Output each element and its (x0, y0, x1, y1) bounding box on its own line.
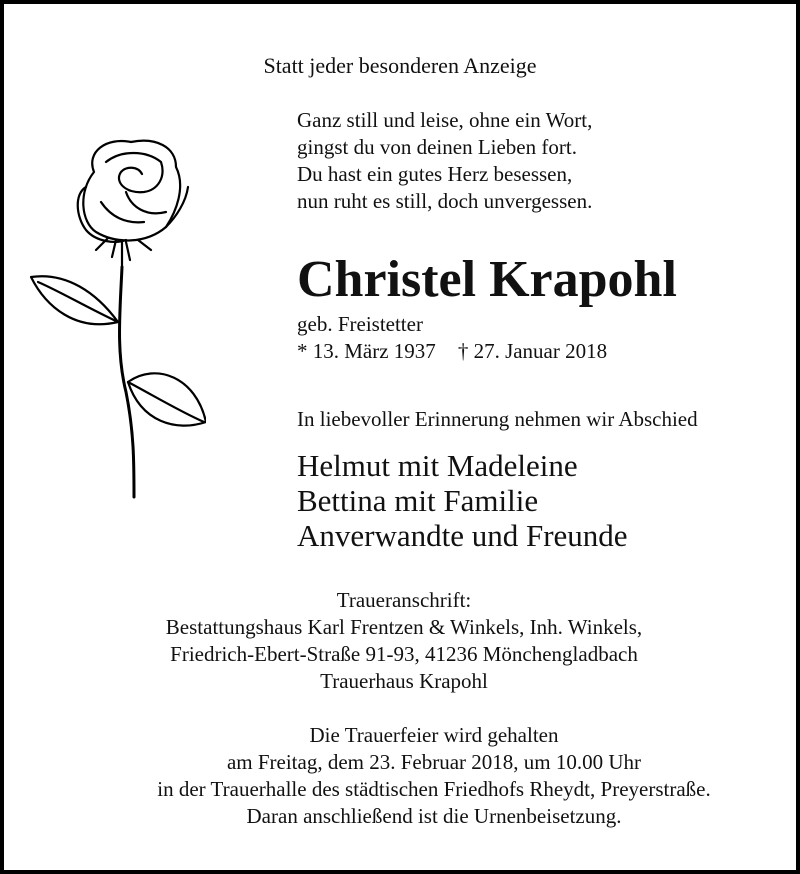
poem-line: Du hast ein gutes Herz besessen, (297, 162, 573, 186)
death-date: † 27. Januar 2018 (457, 339, 608, 363)
address-line: Bestattungshaus Karl Frentzen & Winkels, Inh. Winkels, (165, 615, 643, 639)
funeral-line: am Freitag, dem 23. Februar 2018, um 10.00 Uhr (226, 750, 642, 774)
address-line: Friedrich-Ebert-Straße 91-93, 41236 Mönchengladbach (170, 642, 638, 666)
deceased-details (297, 311, 607, 365)
rose-illustration-icon (26, 132, 206, 502)
poem (297, 107, 592, 215)
farewell-intro: In liebevoller Erinnerung nehmen wir Abschied (297, 407, 698, 431)
obituary-notice (4, 4, 796, 870)
mourners-list (297, 448, 628, 553)
mourner: Anverwandte und Freunde (297, 518, 628, 553)
funeral-line: Daran anschließend ist die Urnenbeisetzung. (246, 804, 622, 828)
deceased-name: Christel Krapohl (297, 251, 677, 308)
funeral-line: in der Trauerhalle des städtischen Friedhofs Rheydt, Preyerstraße. (157, 777, 711, 801)
poem-line: gingst du von deinen Lieben fort. (297, 135, 577, 159)
poem-line: nun ruht es still, doch unvergessen. (297, 189, 593, 213)
funeral-line: Die Trauerfeier wird gehalten (309, 723, 559, 747)
maiden-name: geb. Freistetter (297, 312, 423, 336)
life-dates (297, 338, 607, 365)
birth-date: * 13. März 1937 (297, 339, 436, 363)
address-line: Trauerhaus Krapohl (320, 669, 488, 693)
poem-line: Ganz still und leise, ohne ein Wort, (297, 108, 593, 132)
header-text: Statt jeder besonderen Anzeige (263, 53, 537, 78)
funeral-info (34, 722, 800, 830)
address-heading: Traueranschrift: (336, 588, 472, 612)
mourner: Bettina mit Familie (297, 483, 539, 518)
mourning-address (4, 587, 800, 695)
mourner: Helmut mit Madeleine (297, 448, 578, 483)
